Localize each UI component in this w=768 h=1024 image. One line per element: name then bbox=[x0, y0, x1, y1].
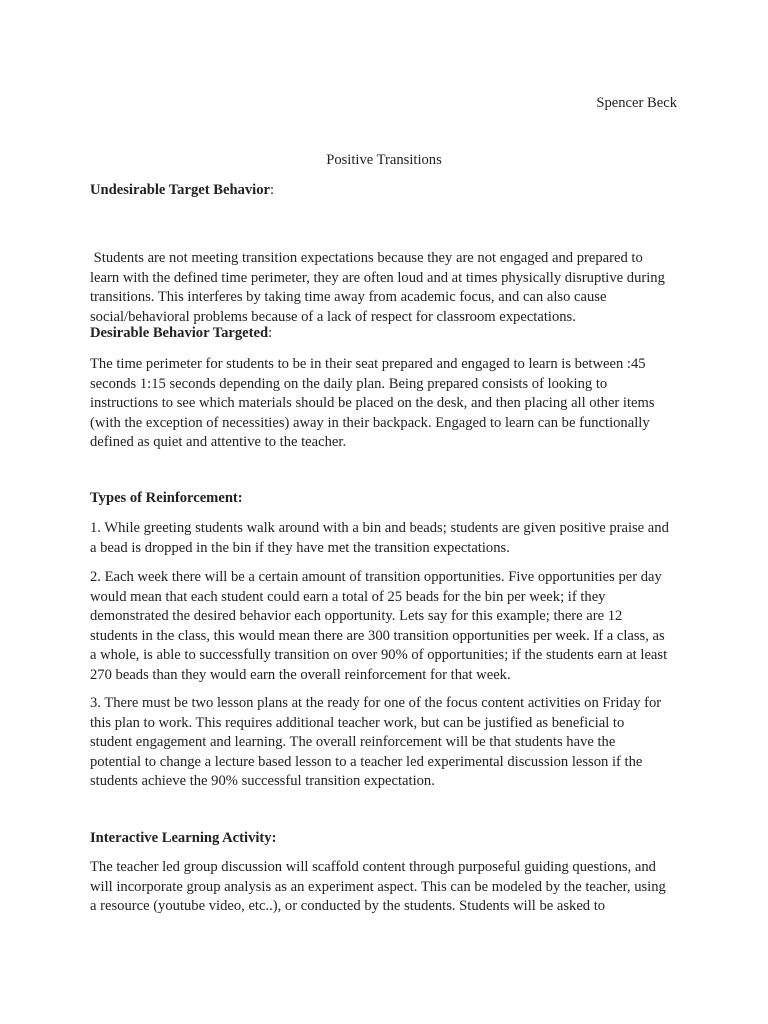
section-activity-heading bbox=[90, 829, 670, 849]
section-desirable-body bbox=[90, 355, 670, 453]
document-title: Positive Transitions bbox=[326, 152, 442, 168]
paragraph: 1. While greeting students walk around with a bin and beads; students are given positive praise and a bead is dropped in the bin if they have met the transition expectations. bbox=[90, 520, 669, 556]
reinforcement-item-2 bbox=[90, 568, 670, 685]
section-reinforcement-heading bbox=[90, 489, 670, 509]
heading-colon: : bbox=[270, 182, 275, 198]
paragraph: The time perimeter for students to be in their seat prepared and engaged to learn is between :45 seconds 1:15 seconds depending on the daily plan. Being prepared consists of looking to instructions to see which materials should be placed on the desk, and then placing all other items (with the exception of necessities) away in their backpack. Engaged to learn can be functionally defined as quiet and attentive to the teacher. bbox=[90, 356, 655, 450]
paragraph: 3. There must be two lesson plans at the ready for one of the focus content activities on Friday for this plan to work. This requires additional teacher work, but can be justified as beneficial to student engagement and learning. The overall reinforcement will be that students have the potential to change a lecture based lesson to a teacher led experimental discussion lesson if the students achieve the 90% successful transition expectation. bbox=[90, 695, 662, 789]
section-heading: Desirable Behavior Targeted bbox=[90, 325, 269, 341]
section-undesirable-heading bbox=[90, 181, 670, 201]
reinforcement-item-1 bbox=[90, 519, 670, 558]
section-heading: Interactive Learning Activity: bbox=[90, 830, 277, 846]
section-activity-body bbox=[90, 858, 670, 917]
section-heading: Undesirable Target Behavior bbox=[90, 182, 270, 198]
section-heading: Types of Reinforcement: bbox=[90, 490, 243, 506]
reinforcement-item-3 bbox=[90, 694, 670, 792]
paragraph: Students are not meeting transition expectations because they are not engaged and prepared to learn with the defined time perimeter, they are often loud and at times physically disruptive during transitions. This interferes by taking time away from academic focus, and can also cause social/behavioral problems because of a lack of respect for classroom expectations. bbox=[90, 250, 669, 325]
heading-colon: : bbox=[268, 325, 273, 341]
paragraph: 2. Each week there will be a certain amount of transition opportunities. Five opportunities per day would mean that each student could earn a total of 25 beads for the bin per week; if they demonstrated the desired behavior each opportunity. Lets say for this example; there are 12 students in the class, this would mean there are 300 transition opportunities per week. If a class, as a whole, is able to successfully transition on over 90% of opportunities; if the students earn at least 270 beads than they would earn the overall reinforcement for that week. bbox=[90, 569, 668, 683]
paragraph: The teacher led group discussion will scaffold content through purposeful guiding questions, and will incorporate group analysis as an experiment aspect. This can be modeled by the teacher, using a resource (youtube video, etc..), or conducted by the students. Students will be asked to bbox=[90, 859, 666, 914]
section-desirable-heading bbox=[90, 324, 670, 344]
author-name: Spencer Beck bbox=[596, 95, 677, 111]
